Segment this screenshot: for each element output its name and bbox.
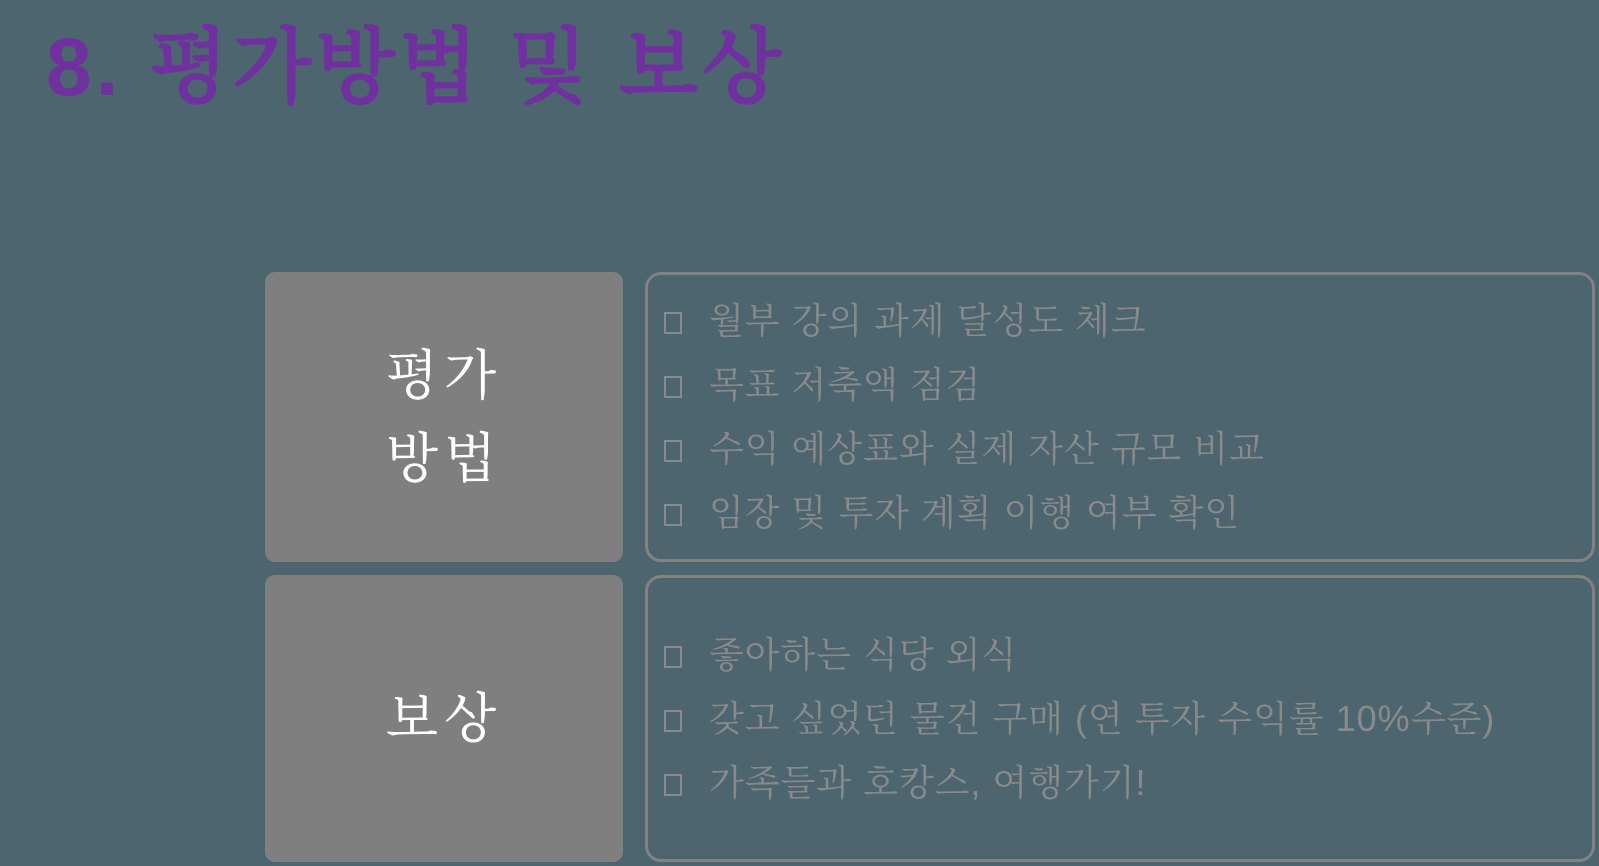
list-item [663,493,1592,533]
table-row [265,575,1595,862]
list-item [663,301,1592,341]
list-item-text: 가족들과 호캉스, 여행가기! [709,761,1147,803]
list-item [663,635,1592,675]
list-item [663,763,1592,803]
list-item-text: 월부 강의 과제 달성도 체크 [709,300,1147,341]
list-item-text: 좋아하는 식당 외식 [709,633,1018,675]
checkbox-icon [664,710,682,732]
row-label-line: 방법 [385,428,503,489]
checkbox-icon [664,440,682,462]
checkbox-icon [664,376,682,398]
row-label-line: 평가 [385,345,503,406]
checkbox-icon [664,312,682,334]
row-label-line: 보상 [385,688,503,749]
checklist-box [645,575,1595,862]
list-item-text: 수익 예상표와 실제 자산 규모 비교 [709,428,1265,469]
row-label-box [265,575,623,862]
list-item-text: 갖고 싶었던 물건 구매 (연 투자 수익률 10%수준) [709,697,1496,739]
content-rows [265,272,1595,862]
checkbox-icon [664,774,682,796]
row-label-box [265,272,623,562]
table-row [265,272,1595,562]
checkbox-icon [664,504,682,526]
page-title: 8. 평가방법 및 보상 [46,22,786,113]
list-item-text: 임장 및 투자 계획 이행 여부 확인 [709,492,1241,533]
list-item [663,429,1592,469]
checklist-box [645,272,1595,562]
list-item [663,365,1592,405]
list-item-text: 목표 저축액 점검 [709,364,982,405]
checkbox-icon [664,646,682,668]
list-item [663,699,1592,739]
